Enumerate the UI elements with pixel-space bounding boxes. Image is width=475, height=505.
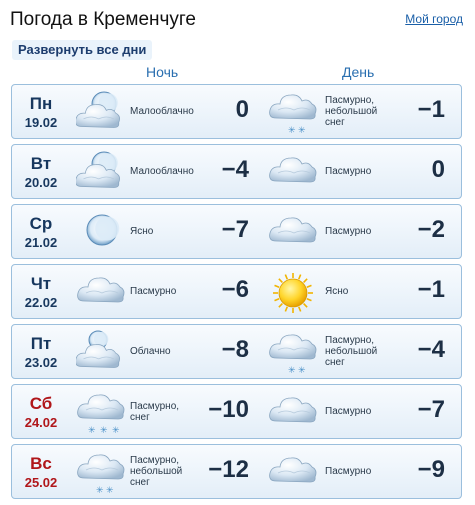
forecast-row[interactable] (11, 144, 462, 199)
svg-text:✳: ✳ (88, 426, 96, 436)
cloud-light-snow-icon (76, 448, 126, 496)
night-condition: Пасмурно (130, 286, 177, 297)
night-temperature: −10 (208, 396, 249, 423)
night-condition: Малооблачно (130, 106, 194, 117)
day-temperature: −1 (417, 276, 445, 303)
day-of-week: Пт (30, 334, 52, 353)
night-condition: Ясно (130, 226, 154, 237)
svg-text:✳: ✳ (106, 486, 114, 496)
day-condition: Пасмурно (325, 466, 372, 477)
day-condition: Пасмурно, небольшой снег (325, 335, 378, 368)
cloud-snow-icon (76, 388, 126, 436)
day-temperature: −9 (417, 456, 445, 483)
day-temperature: −1 (417, 96, 445, 123)
forecast-date: 25.02 (24, 475, 58, 490)
forecast-row[interactable] (11, 384, 462, 439)
forecast-row[interactable] (11, 204, 462, 259)
moon-cloudy-icon (76, 328, 126, 376)
night-temperature: −12 (208, 456, 249, 483)
cloud-light-snow-icon (268, 328, 318, 376)
svg-text:✳: ✳ (96, 486, 104, 496)
cloud-light-snow-icon (268, 88, 318, 136)
cloud-icon (76, 268, 126, 316)
forecast-date: 20.02 (24, 175, 58, 190)
night-column-header: Ночь (146, 64, 179, 80)
cloud-icon (268, 448, 318, 496)
forecast-row[interactable] (11, 84, 462, 139)
svg-text:✳: ✳ (298, 126, 306, 136)
forecast-row[interactable] (11, 444, 462, 499)
forecast-date: 23.02 (24, 355, 58, 370)
moon-icon (76, 208, 126, 256)
svg-text:✳: ✳ (298, 366, 306, 376)
day-of-week: Пн (29, 94, 53, 113)
day-condition: Пасмурно, небольшой снег (325, 95, 378, 128)
sun-icon (268, 268, 318, 316)
night-temperature: 0 (235, 96, 249, 123)
night-condition: Облачно (130, 346, 171, 357)
forecast-date: 24.02 (24, 415, 58, 430)
forecast-date: 21.02 (24, 235, 58, 250)
day-condition: Пасмурно (325, 226, 372, 237)
day-condition: Пасмурно (325, 166, 372, 177)
day-of-week: Вс (30, 454, 52, 473)
cloud-icon (268, 388, 318, 436)
day-of-week: Вт (30, 154, 52, 173)
forecast-row[interactable] (11, 324, 462, 379)
day-temperature: −4 (417, 336, 445, 363)
expand-all-days-button[interactable]: Развернуть все дни (12, 40, 152, 60)
night-temperature: −4 (221, 156, 249, 183)
moon-partly-cloudy-icon (76, 88, 126, 136)
forecast-list (11, 84, 462, 504)
svg-text:✳: ✳ (112, 426, 120, 436)
night-temperature: −6 (221, 276, 249, 303)
day-of-week: Ср (29, 214, 53, 233)
svg-text:✳: ✳ (288, 366, 296, 376)
day-temperature: 0 (431, 156, 445, 183)
night-condition: Пасмурно, снег (130, 401, 180, 423)
night-temperature: −8 (221, 336, 249, 363)
day-temperature: −7 (417, 396, 445, 423)
day-condition: Ясно (325, 286, 349, 297)
cloud-icon (268, 148, 318, 196)
forecast-date: 19.02 (24, 115, 58, 130)
night-temperature: −7 (221, 216, 249, 243)
day-column-header: День (342, 64, 375, 80)
svg-text:✳: ✳ (288, 126, 296, 136)
day-temperature: −2 (417, 216, 445, 243)
forecast-date: 22.02 (24, 295, 58, 310)
day-of-week: Чт (30, 274, 52, 293)
day-of-week: Сб (29, 394, 53, 413)
page-title: Погода в Кременчуге (10, 9, 196, 30)
cloud-icon (268, 208, 318, 256)
day-condition: Пасмурно (325, 406, 372, 417)
my-city-link[interactable]: Мой город (405, 12, 463, 26)
forecast-row[interactable] (11, 264, 462, 319)
night-condition: Малооблачно (130, 166, 194, 177)
moon-partly-cloudy-icon (76, 148, 126, 196)
night-condition: Пасмурно, небольшой снег (130, 455, 183, 488)
svg-text:✳: ✳ (100, 426, 108, 436)
